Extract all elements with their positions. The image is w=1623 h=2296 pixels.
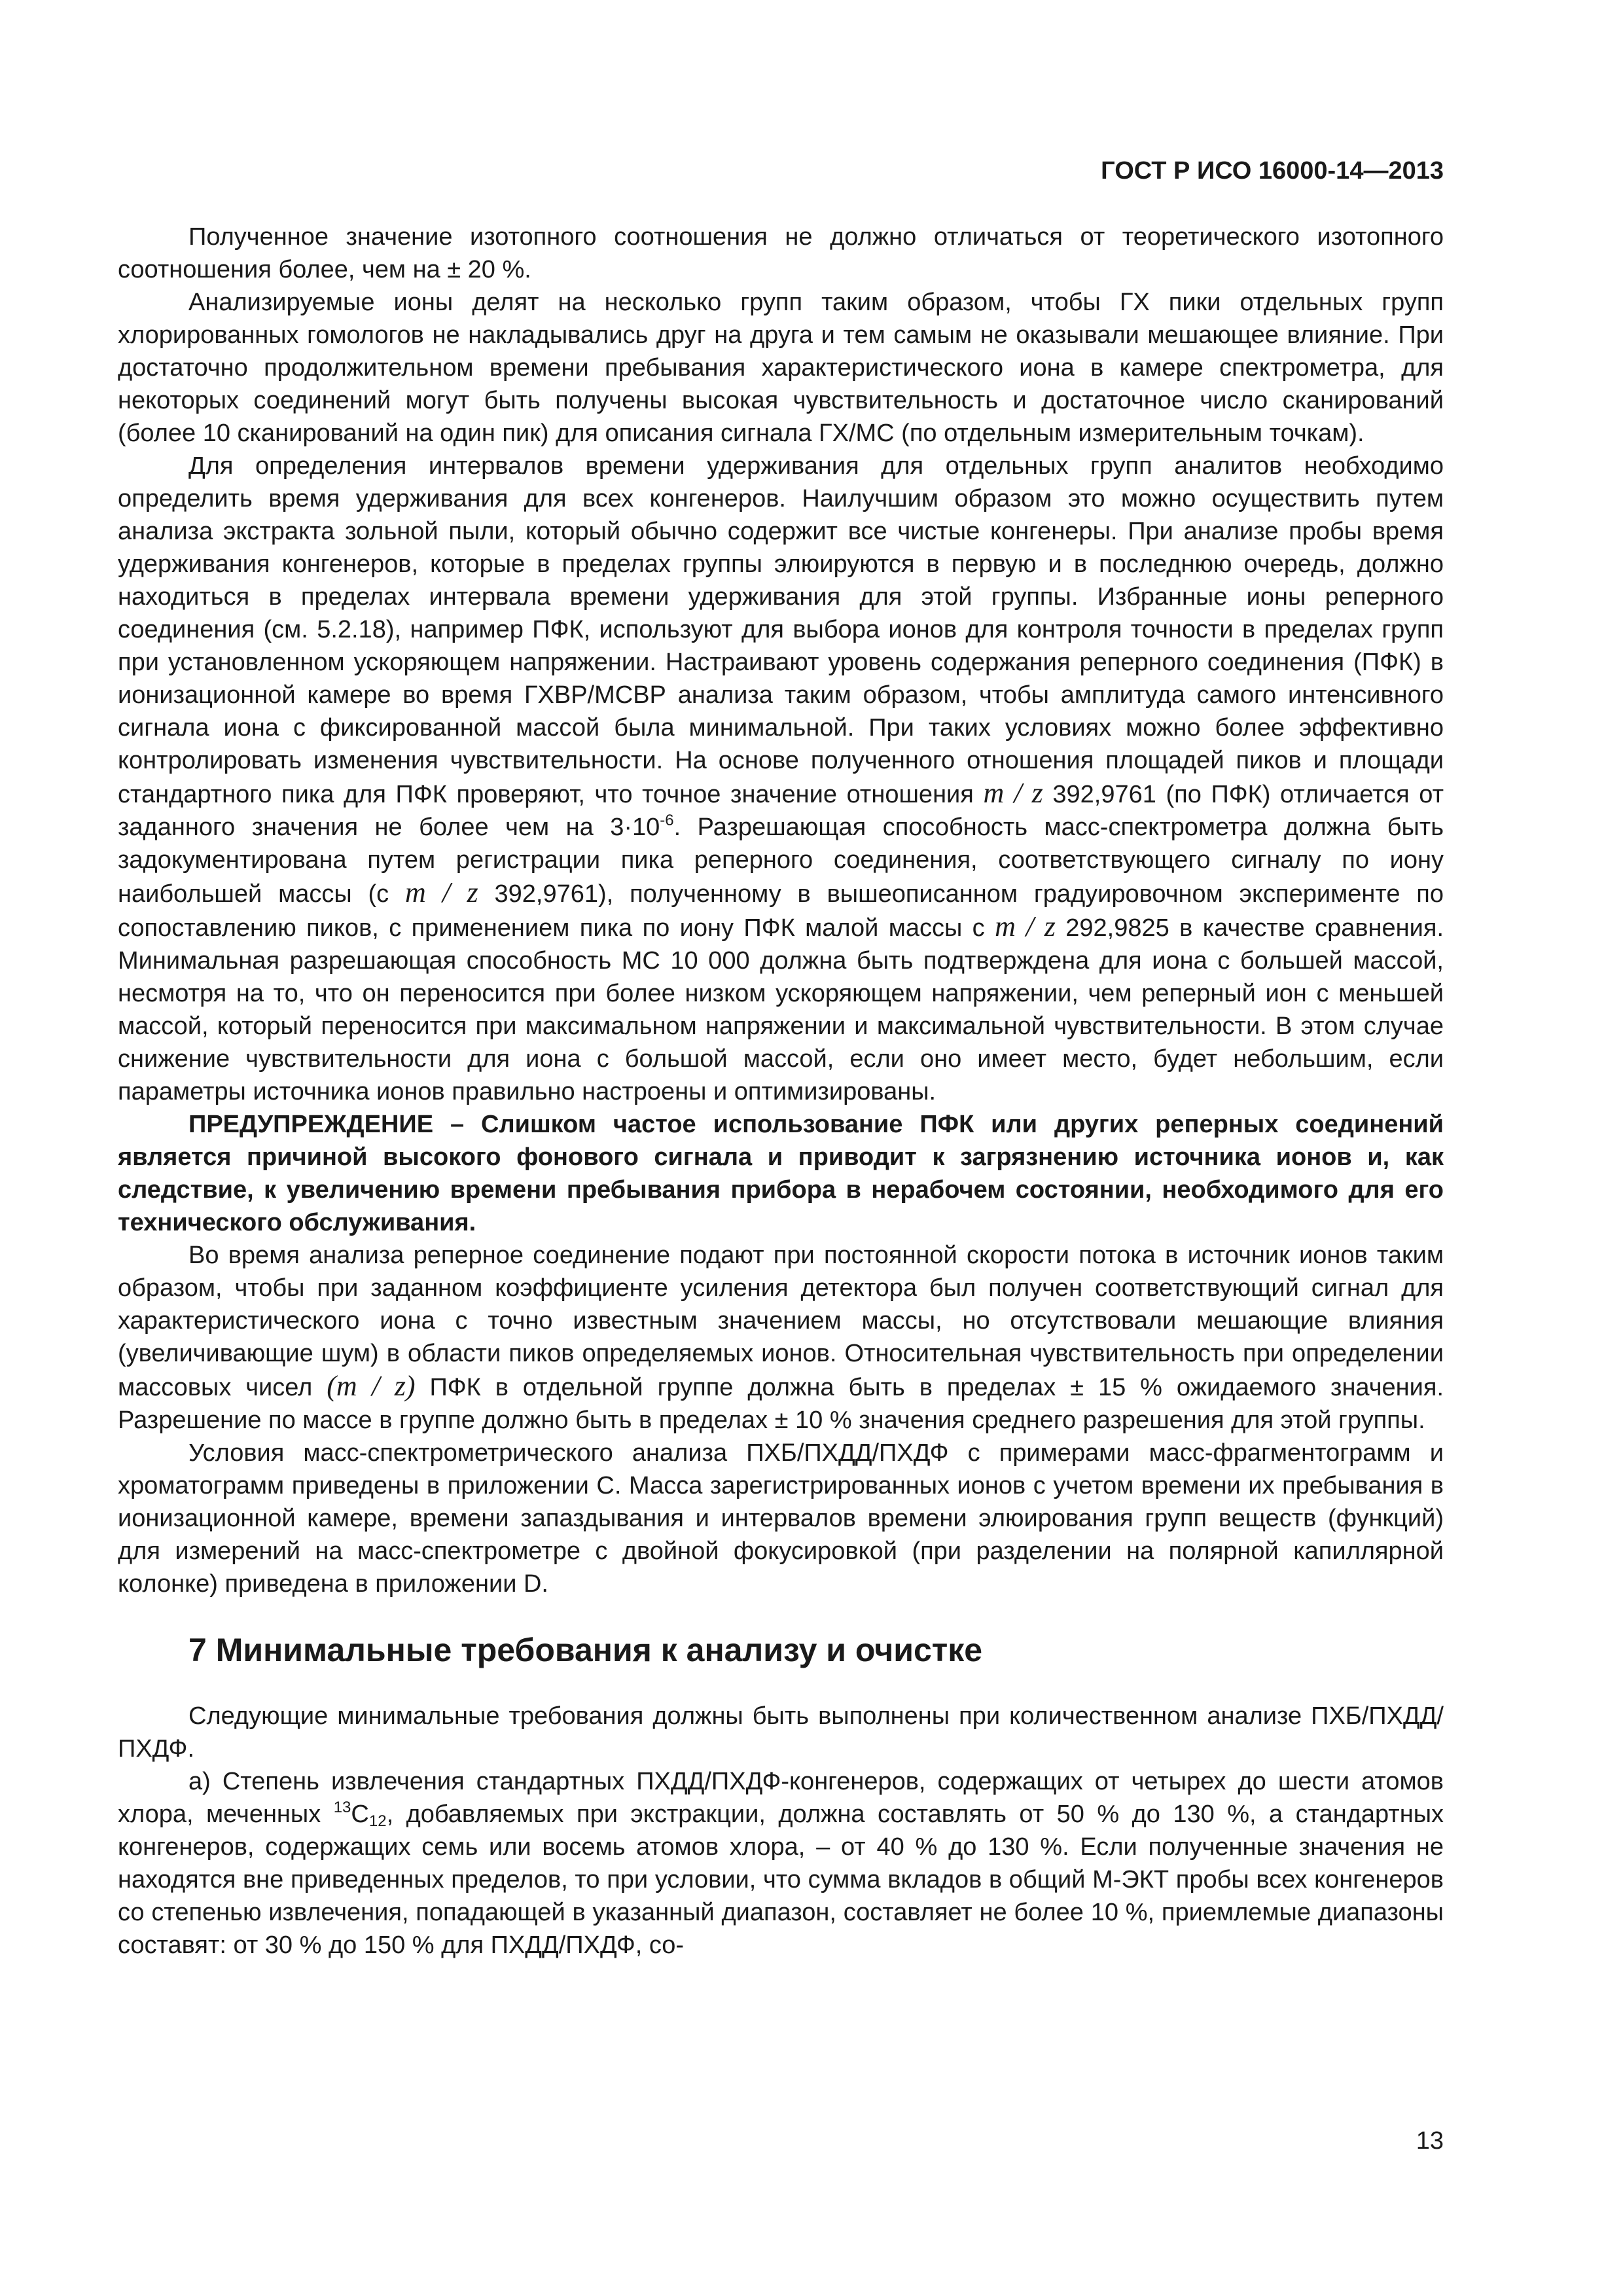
text-run: 392,9761 (по ПФК) отличается от заданного значения не более чем на 3·10: [118, 781, 1444, 841]
section-heading: 7 Минимальные требования к анализу и очистке: [188, 1632, 983, 1668]
paragraph-section-intro: Следующие минимальные требования должны быть выполнены при количественном анализе ПХБ/ПХДД/ПХДФ.: [118, 1702, 1444, 1763]
page-number: 13: [1416, 2127, 1444, 2155]
text-run: , добавляемых при экстракции, должна составлять от 50 % до 130 %, а стандартных конгенеров, содержащих семь или восемь атомов хлора, – от 40 % до 130 %. Если полученные значения не находятся вне приведенных пределов, то при условии, что сумма вкладов в общий М-ЭКТ пробы всех конгенеров со степенью извлечения, попадающей в указанный диапазон, составляет не более 10 %, приемлемые диапазоны составят: от 30 % до 150 % для ПХДД/ПХДФ, со-: [118, 1801, 1444, 1959]
list-item-a: [118, 1765, 1444, 1962]
paragraph-reference-compound: [118, 1239, 1444, 1437]
text-run: ПФК в отдельной группе должна быть в пределах ± 15 % ожидаемого значения. Разрешение по массе в группе должно быть в пределах ± 10 % значения среднего разрешения для этой группы.: [118, 1374, 1444, 1434]
standard-header: ГОСТ Р ИСО 16000-14—2013: [1101, 157, 1444, 185]
paragraph-retention-time: [118, 450, 1444, 1108]
mz-symbol: (m / z): [327, 1370, 416, 1402]
paragraph-isotope-ratio: Полученное значение изотопного соотношения не должно отличаться от теоретического изотопного соотношения более, чем на ± 20 %.: [118, 223, 1444, 283]
mz-symbol: m / z: [995, 910, 1056, 942]
paragraph-ion-groups: Анализируемые ионы делят на несколько групп таким образом, чтобы ГХ пики отдельных групп хлорированных гомологов не накладывались друг на друга и тем самым не оказывали мешающее влияние. При достаточно продолжительном времени пребывания характеристического иона в камере спектрометра, для некоторых соединений могут быть получены высокая чувствительность и достаточное число сканирований (более 10 сканирований на один пик) для описания сигнала ГХ/МС (по отдельным измерительным точкам).: [118, 289, 1444, 447]
paragraph-ms-conditions: Условия масс-спектрометрического анализа ПХБ/ПХДД/ПХДФ с примерами масс-фрагментограмм и хроматограмм приведены в приложении С. Масса зарегистрированных ионов с учетом времени их пребывания в ионизационной камере, времени запаздывания и интервалов времени элюирования групп веществ (функций) для измерений на масс-спектрометре с двойной фокусировкой (при разделении на полярной капиллярной колонке) приведена в приложении D.: [118, 1439, 1444, 1598]
mz-symbol: m / z: [404, 876, 478, 908]
warning-paragraph: ПРЕДУПРЕЖДЕНИЕ – Слишком частое использование ПФК или других реперных соединений является причиной высокого фонового сигнала и приводит к загрязнению источника ионов и, как следствие, к увеличению времени пребывания прибора в нерабочем состоянии, необходимого для его технического обслуживания.: [118, 1111, 1444, 1236]
text-run: 392,9761), полученному в вышеописанном градуировочном эксперименте по сопоставлению пиков, с применением пика по иону ПФК малой массы с: [118, 880, 1444, 942]
isotope-superscript: 13: [333, 1799, 351, 1816]
mz-symbol: m / z: [983, 777, 1043, 809]
document-body: [118, 221, 1444, 1962]
text-run: Для определения интервалов времени удерживания для отдельных групп аналитов необходимо определить время удерживания для всех конгенеров. Наилучшим образом это можно осуществить путем анализа экстракта зольной пыли, который обычно содержит все чистые конгенеры. При анализе пробы время удерживания конгенеров, которые в пределах группы элюируются в первую и в последнюю очередь, должно находиться в пределах интервала времени удерживания для этой группы. Избранные ионы реперного соединения (см. 5.2.18), например ПФК, используют для выбора ионов для контроля точности в пределах групп при установленном ускоряющем напряжении. Настраивают уровень содержания реперного соединения (ПФК) в ионизационной камере во время ГХВР/МСВР анализа таким образом, чтобы амплитуда самого интенсивного сигнала иона с фиксированной массой была минимальной. При таких условиях можно более эффективно контролировать изменения чувствительности. На основе полученного отношения площадей пиков и площади стандартного пика для ПФК проверяют, что точное значение отношения: [118, 452, 1444, 808]
text-run: 292,9825 в качестве сравнения. Минимальная разрешающая способность МС 10 000 должна быть подтверждена для иона с большей массой, несмотря на то, что он переносится при более низком ускоряющем напряжении, чем реперный ион с меньшей массой, который переносится при максимальном напряжении и максимальной чувствительности. В этом случае снижение чувствительности для иона с большой массой, если оно имеет место, будет небольшим, если параметры источника ионов правильно настроены и оптимизированы.: [118, 914, 1444, 1105]
text-run: а) Степень извлечения стандартных ПХДД/ПХДФ-конгенеров, содержащих от четырех до шести атомов хлора, меченных: [118, 1768, 1444, 1828]
isotope-subscript: 12: [368, 1812, 387, 1830]
element-symbol: C: [351, 1801, 369, 1828]
exponent: -6: [660, 812, 674, 829]
text-run: Во время анализа реперное соединение подают при постоянной скорости потока в источник ионов таким образом, чтобы при заданном коэффициенте усиления детектора был получен соответствующий сигнал для характеристического иона с точно известным значением массы, но отсутствовали мешающие влияния (увеличивающие шум) в области пиков определяемых ионов. Относительная чувствительность при определении массовых чисел: [118, 1242, 1444, 1401]
text-run: . Разрешающая способность масс-спектрометра должна быть задокументирована путем регистрации пика реперного соединения, соответствующего сигналу по иону наибольшей массы (с: [118, 814, 1444, 908]
